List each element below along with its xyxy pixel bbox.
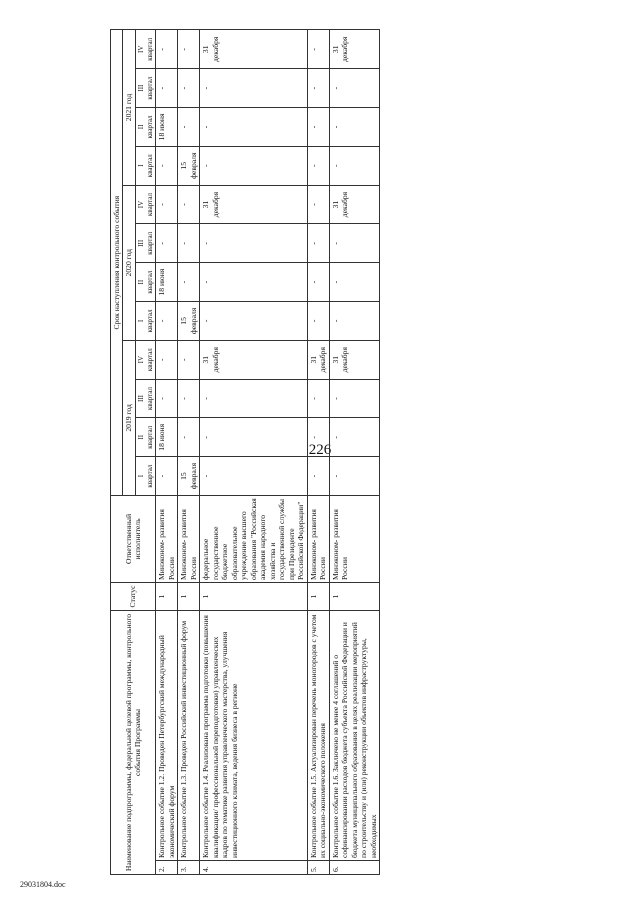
quarter-numeral: III [136, 395, 145, 402]
event-status: 1 [329, 582, 379, 610]
deadline-cell: 31 декабря [200, 30, 307, 69]
deadline-cell: - [307, 418, 329, 457]
deadline-cell: - [200, 302, 307, 341]
table-row [178, 30, 200, 875]
deadline-cell: - [200, 379, 307, 418]
deadline-cell: - [329, 457, 379, 496]
deadline-cell: 18 июня [156, 418, 178, 457]
deadline-cell: - [200, 418, 307, 457]
deadline-cell: - [329, 146, 379, 185]
quarter-word: квартал [145, 231, 154, 255]
quarter-word: квартал [145, 193, 154, 216]
deadline-cell: - [329, 418, 379, 457]
row-number: 4. [200, 861, 307, 875]
quarter-numeral: IV [136, 200, 145, 209]
deadline-cell: - [178, 418, 200, 457]
deadline-cell: - [178, 30, 200, 69]
deadline-cell: - [178, 224, 200, 263]
deadline-cell: - [307, 379, 329, 418]
event-status: 1 [178, 582, 200, 610]
quarter-numeral: I [136, 164, 145, 167]
quarter-word: квартал [145, 154, 154, 178]
deadline-cell: - [156, 185, 178, 224]
deadline-cell: - [156, 69, 178, 108]
table-body [156, 30, 380, 875]
deadline-cell: - [307, 185, 329, 224]
quarter-numeral: III [136, 239, 145, 247]
header-name: Наименование подпрограммы, федеральной целевой программы, контрольного события Программы [111, 610, 156, 874]
event-status: 1 [307, 582, 329, 610]
deadline-cell: - [178, 69, 200, 108]
quarter-word: квартал [145, 425, 154, 449]
row-number: 3. [178, 861, 200, 875]
header-year-2021: 2021 год [123, 30, 135, 185]
control-events-table [110, 29, 380, 875]
deadline-cell: - [156, 340, 178, 379]
event-responsible: Минэконом- развития России [307, 495, 329, 582]
deadline-cell: - [156, 379, 178, 418]
table-row [329, 30, 379, 875]
quarter-word: квартал [145, 387, 154, 410]
event-name: Контрольное событие 1.6. Заключено не менее 4 соглашений о софинансировании расходов бюджета субъекта Российской Федерации и бюджета муниципального образования в целях реализации мероприятий по строительству и (или) реконструкции объектов инфраструктуры, необходимых [329, 610, 379, 860]
deadline-cell: - [307, 302, 329, 341]
deadline-cell: - [307, 69, 329, 108]
deadline-cell: - [156, 224, 178, 263]
header-quarter [135, 418, 156, 457]
quarter-word: квартал [145, 270, 154, 294]
deadline-cell: 15 февраля [178, 457, 200, 496]
event-name: Контрольное событие 1.2. Проведен Петербургский международный экономический форум [156, 610, 178, 860]
rotated-table-frame [110, 30, 610, 875]
row-number: 6. [329, 861, 379, 875]
event-responsible: Минэконом- развития России [178, 495, 200, 582]
deadline-cell: 31 декабря [329, 185, 379, 224]
header-year-2019: 2019 год [123, 340, 135, 495]
quarter-word: квартал [145, 309, 154, 333]
quarter-numeral: I [136, 474, 145, 478]
header-status: Статус [111, 582, 156, 610]
deadline-cell: 31 декабря [329, 30, 379, 69]
quarter-numeral: II [136, 434, 145, 440]
header-quarter [135, 108, 156, 147]
deadline-cell: - [200, 69, 307, 108]
event-name: Контрольное событие 1.5. Актуализирован перечень моногородов с учетом их социально-экономического положения [307, 610, 329, 860]
quarter-word: квартал [145, 37, 154, 61]
header-quarter [135, 302, 156, 341]
deadline-cell: - [178, 379, 200, 418]
row-number: 2. [156, 861, 178, 875]
table-row [307, 30, 329, 875]
deadline-cell: - [329, 379, 379, 418]
table-row [156, 30, 178, 875]
deadline-cell: - [307, 457, 329, 496]
deadline-cell: - [329, 302, 379, 341]
deadline-cell: 31 декабря [200, 340, 307, 379]
deadline-cell: - [200, 263, 307, 302]
event-responsible: федеральное государственное бюджетное образовательное учреждение высшего образования "Российская академия народного хозяйства и государственной службы при Президенте Российской Федерации" [200, 495, 307, 582]
header-quarter [135, 457, 156, 496]
deadline-cell: 15 февраля [178, 146, 200, 185]
header-quarter [135, 379, 156, 418]
header-quarter [135, 146, 156, 185]
deadline-cell: - [307, 108, 329, 147]
deadline-cell: - [156, 30, 178, 69]
header-year-2020: 2020 год [123, 185, 135, 340]
deadline-cell: - [200, 108, 307, 147]
event-name: Контрольное событие 1.3. Проведен Российский инвестиционный форум [178, 610, 200, 860]
deadline-cell: - [200, 457, 307, 496]
header-quarter [135, 340, 156, 379]
deadline-cell: - [178, 185, 200, 224]
header-quarter [135, 30, 156, 69]
table-row [200, 30, 307, 875]
deadline-cell: - [200, 224, 307, 263]
quarter-word: квартал [145, 348, 154, 372]
quarter-numeral: II [136, 124, 145, 130]
deadline-cell: - [307, 263, 329, 302]
header-responsible: Ответственный исполнитель [111, 495, 156, 582]
deadline-cell: 15 февраля [178, 302, 200, 341]
deadline-cell: 31 декабря [200, 185, 307, 224]
header-quarter [135, 69, 156, 108]
header-quarter [135, 224, 156, 263]
event-responsible: Минэконом- развития России [156, 495, 178, 582]
deadline-cell: 31 декабря [329, 340, 379, 379]
deadline-cell: - [329, 263, 379, 302]
deadline-cell: - [329, 69, 379, 108]
document-code: 29031804.doc [20, 880, 66, 889]
quarter-word: квартал [145, 115, 154, 139]
header-deadline: Срок наступления контрольного события [111, 30, 123, 496]
deadline-cell: - [178, 108, 200, 147]
deadline-cell: - [156, 146, 178, 185]
deadline-cell: 18 июня [156, 263, 178, 302]
deadline-cell: 31 декабря [307, 340, 329, 379]
event-responsible: Минэконом- развития России [329, 495, 379, 582]
deadline-cell: - [307, 30, 329, 69]
deadline-cell: - [200, 146, 307, 185]
page-number: 226 [308, 442, 332, 458]
quarter-numeral: IV [136, 45, 145, 53]
quarter-word: квартал [145, 464, 154, 488]
event-status: 1 [200, 582, 307, 610]
deadline-cell: - [329, 108, 379, 147]
event-name: Контрольное событие 1.4. Реализована программа подготовки (повышения квалификации/ профессиональной переподготовки) управленческих кадров по тематике развития управленческого мастерства, улучшения инвестиционного климата, ведения бизнеса в регионе [200, 610, 307, 860]
deadline-cell: 18 июня [156, 108, 178, 147]
deadline-cell: - [156, 457, 178, 496]
deadline-cell: - [178, 340, 200, 379]
quarter-numeral: IV [136, 356, 145, 364]
header-quarter [135, 263, 156, 302]
row-number: 5. [307, 861, 329, 875]
quarter-numeral: I [136, 319, 145, 323]
deadline-cell: - [178, 263, 200, 302]
event-status: 1 [156, 582, 178, 610]
quarter-word: квартал [145, 76, 154, 100]
deadline-cell: - [307, 224, 329, 263]
quarter-numeral: III [136, 84, 145, 92]
quarter-numeral: II [136, 279, 145, 285]
header-quarter [135, 185, 156, 224]
deadline-cell: - [307, 146, 329, 185]
deadline-cell: - [329, 224, 379, 263]
deadline-cell: - [156, 302, 178, 341]
